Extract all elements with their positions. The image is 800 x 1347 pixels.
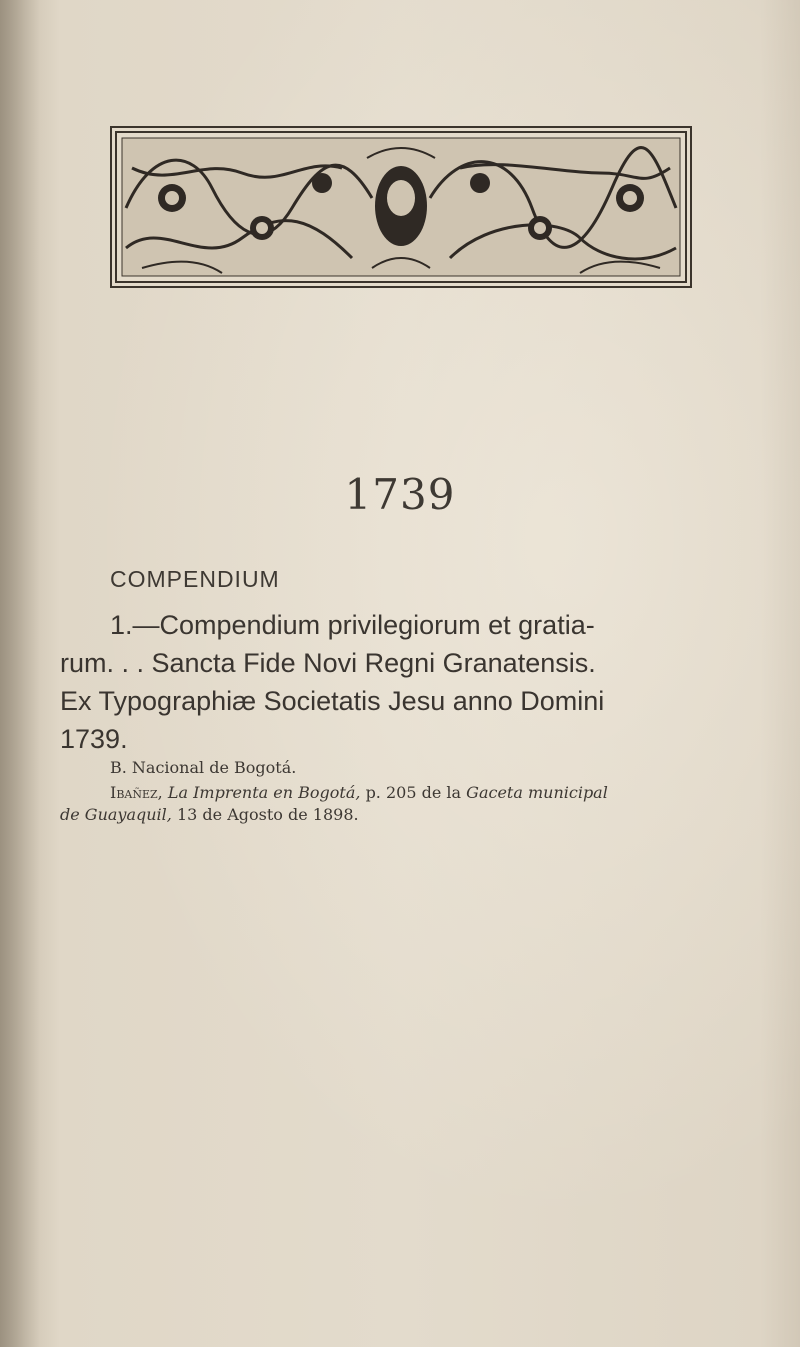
page-edge-shadow (0, 0, 40, 1347)
bibliographic-entry (60, 606, 750, 758)
entry-line: Ex Typographiæ Societatis Jesu anno Domini (60, 686, 605, 716)
ornamental-headpiece-icon (110, 126, 692, 288)
library-reference: B. Nacional de Bogotá. (110, 758, 297, 777)
publication-date: 13 de Agosto de 1898. (176, 805, 359, 824)
page-reference: p. 205 de la (365, 783, 462, 802)
section-title: COMPENDIUM (110, 566, 280, 592)
work-title: La Imprenta en Bogotá, (167, 783, 361, 802)
entry-line: rum. . . Sancta Fide Novi Regni Granatensis. (60, 648, 596, 678)
periodical-title: Gaceta municipal (466, 783, 608, 802)
year-heading: 1739 (344, 470, 456, 519)
entry-line: 1739. (60, 724, 128, 754)
periodical-place: de Guayaquil, (60, 805, 172, 824)
source-reference (60, 782, 750, 826)
entry-line: 1.—Compendium privilegiorum et gratia- (110, 610, 595, 640)
author-name: Ibañez, (110, 783, 163, 802)
